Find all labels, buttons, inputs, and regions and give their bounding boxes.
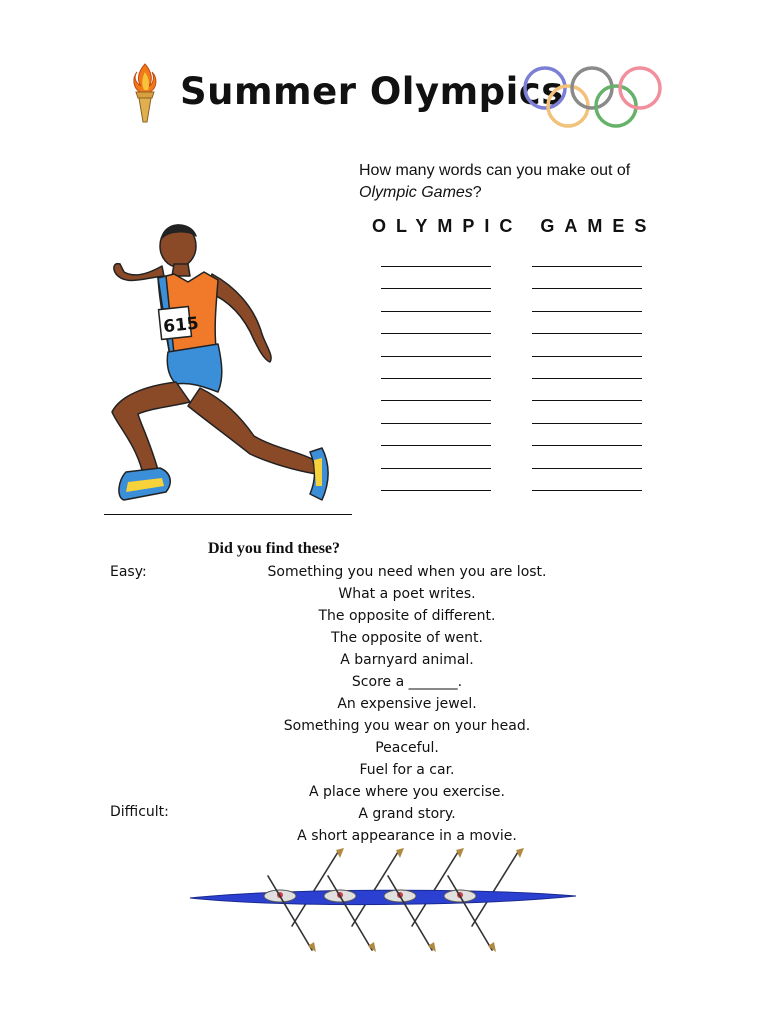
clue-item: Something you wear on your head. <box>283 718 531 734</box>
page-title: Summer Olympics <box>180 70 564 113</box>
divider-line <box>104 514 352 515</box>
question-text <box>359 160 689 204</box>
label-easy: Easy: <box>110 564 147 580</box>
clue-item: Fuel for a car. <box>359 762 455 778</box>
answer-blank[interactable] <box>381 400 491 401</box>
clue-item: Score a _______. <box>351 674 463 690</box>
clue-item: A barnyard animal. <box>340 652 474 668</box>
answer-blank[interactable] <box>532 423 642 424</box>
answer-blank[interactable] <box>532 333 642 334</box>
clue-item: Peaceful. <box>375 740 439 756</box>
answer-blank[interactable] <box>532 468 642 469</box>
clue-item: The opposite of different. <box>318 608 496 624</box>
question-italic: Olympic Games <box>359 184 473 201</box>
answer-blank[interactable] <box>381 423 491 424</box>
runner-illustration <box>104 216 334 506</box>
label-difficult: Difficult: <box>110 804 169 820</box>
answer-blank[interactable] <box>381 468 491 469</box>
answer-blank[interactable] <box>381 288 491 289</box>
clue-item: Something you need when you are lost. <box>267 564 547 580</box>
scramble-word-1: OLYMPIC <box>372 216 523 236</box>
answer-blank[interactable] <box>532 445 642 446</box>
answer-blank[interactable] <box>532 378 642 379</box>
scramble-letters <box>372 216 656 237</box>
answer-blank[interactable] <box>532 311 642 312</box>
answer-blank[interactable] <box>381 311 491 312</box>
answer-blank[interactable] <box>381 356 491 357</box>
found-heading: Did you find these? <box>208 540 341 557</box>
clue-item: The opposite of went. <box>331 630 483 646</box>
answer-blank[interactable] <box>532 266 642 267</box>
olympic-rings-icon <box>520 64 666 130</box>
answer-blank[interactable] <box>532 400 642 401</box>
answer-blank[interactable] <box>381 490 491 491</box>
question-line-1: How many words can you make out of <box>359 162 631 179</box>
answer-blank[interactable] <box>381 445 491 446</box>
clue-item: A short appearance in a movie. <box>297 828 517 844</box>
rowing-illustration <box>188 846 578 956</box>
answer-blank[interactable] <box>381 266 491 267</box>
answer-blank[interactable] <box>381 333 491 334</box>
runner-bib-number: 615 <box>162 313 200 338</box>
answer-blank[interactable] <box>532 288 642 289</box>
question-line-2 <box>359 182 689 204</box>
question-suffix: ? <box>472 184 482 201</box>
torch-icon <box>128 62 162 124</box>
answer-blank[interactable] <box>532 356 642 357</box>
clue-item: An expensive jewel. <box>337 696 477 712</box>
clue-item: What a poet writes. <box>338 586 476 602</box>
scramble-word-2: GAMES <box>540 216 657 236</box>
answer-blank[interactable] <box>381 378 491 379</box>
answer-blank[interactable] <box>532 490 642 491</box>
clue-item: A grand story. <box>358 806 456 822</box>
clue-item: A place where you exercise. <box>309 784 505 800</box>
